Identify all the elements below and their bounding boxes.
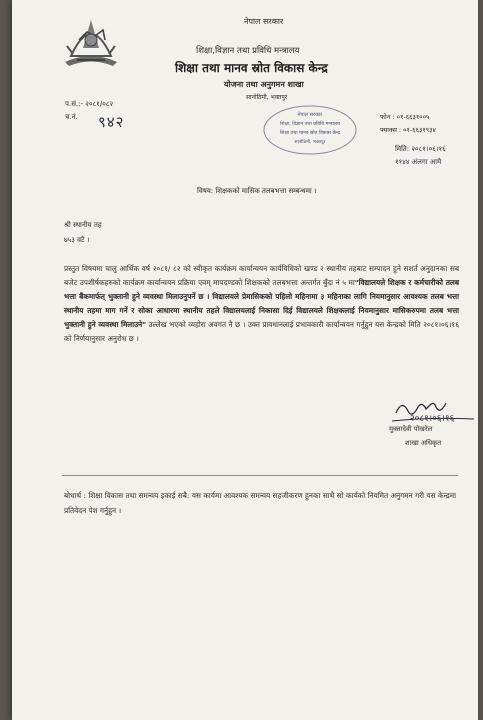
stamp-line-3: शिक्षा तथा मानव स्रोत विकास केन्द्र	[279, 131, 341, 136]
divider	[62, 475, 458, 476]
phone-number: फोन : ०१-६६३१००५	[380, 113, 430, 121]
signature-date: २०८१।०६।१६	[410, 414, 455, 424]
letter-page	[12, 0, 478, 720]
body-text-3: उल्लेख भएको व्यहोरा अवगत नै छ । उक्त प्रावधानलाई प्रभावकारी कार्यान्वयन गर्नुहुन यस केन्द्रको मिति २०८१।०६।१६ को निर्णयानुसार अनुरोध छ ।	[64, 320, 459, 344]
signatory-name: मुक्तादेवी पोखरेल	[389, 425, 433, 433]
patra-sankhya: प.सं.:- २०८१/०८२	[65, 100, 114, 108]
center-name: शिक्षा तथा मानव स्रोत विकास केन्द्र	[175, 61, 328, 75]
stamp-line-1: नेपाल सरकार	[297, 112, 323, 118]
body-text-1: प्रस्तुत विषयमा चालु आर्थिक वर्ष २०८१/ ८२ को स्वीकृत कार्यक्रम कार्यान्वयन कार्यविधिको खण्ड २ स्थानीय तहबाट सम्पादन हुने सशर्त अनुदानका सब बजेट उपशीर्षकहरुको कार्यक्रम कार्यान्वयन प्रक्रिया एवम् मापदण्डको शिक्षकको तलबभत्ता अन्तर्गत बुँदा नं ५ मा	[64, 264, 459, 288]
chalani-label: च.नं.	[65, 113, 78, 121]
letter-body	[64, 262, 459, 347]
stamp-line-2: शिक्षा, विज्ञान तथा प्रविधि मन्त्रालय	[280, 122, 340, 127]
nepal-emblem-icon	[59, 10, 123, 68]
signatory-title: शाखा अधिकृत	[405, 439, 442, 447]
fax-number: फ्याक्स : ०१-६६३१९३४	[380, 126, 436, 134]
location: सानोठिमी, भक्तपुर	[246, 94, 288, 101]
office-stamp	[262, 104, 358, 156]
addressee-line-1: श्री स्थानीय तह	[64, 221, 102, 229]
stamp-line-4: सानोठिमी, भक्तपुर	[294, 140, 326, 145]
ministry-name: शिक्षा,विज्ञान तथा प्रविधि मन्त्रालय	[196, 46, 300, 56]
bodhartha-note: बोधार्थ : शिक्षा विकास तथा समन्वय इकाई सबै: यस कार्यमा आवश्यक समन्वय सहजीकरण हुनका साथै सो कार्यको नियमित अनुगमन गरी यस केन्द्रमा प्रतिवेदन पेश गर्नुहुन ।	[64, 491, 456, 515]
body-quote-bold: "विद्यालयले शिक्षक र कर्मचारीको तलब भत्ता बैंकमार्फत् भुक्तानी हुने व्यवस्था मिलाउनुपर्ने छ । विद्यालयले प्रेमासिकको पहिलो महिनामा ३ महिनाका लागि नियमानुसार आवश्यक तलब भत्ता स्थानीय तहमा माग गर्ने र सोका आधारमा स्थानीय तहले विद्यालयलाई निकासा दिई विद्यालयले शिक्षकलाई नियमानुसार मासिकरुपमा तलब भत्ता भुक्तानी हुने व्यवस्था मिलाउने"	[64, 278, 459, 330]
addressee-line-2: ७५३ वटै ।	[64, 236, 90, 244]
letter-date: मिति: २०८१।०६।१६	[395, 145, 446, 153]
govt-name: नेपाल सरकार	[244, 17, 284, 26]
chalani-number: ९४२	[98, 113, 125, 131]
subject-line: विषय: शिक्षकको मासिक तलबभत्ता सम्बन्धमा ।	[197, 187, 317, 195]
handwritten-ref: ११४४ अंलगा आमै	[395, 158, 442, 166]
section-name: योजना तथा अनुगमन शाखा	[224, 80, 304, 89]
signature	[390, 395, 483, 443]
